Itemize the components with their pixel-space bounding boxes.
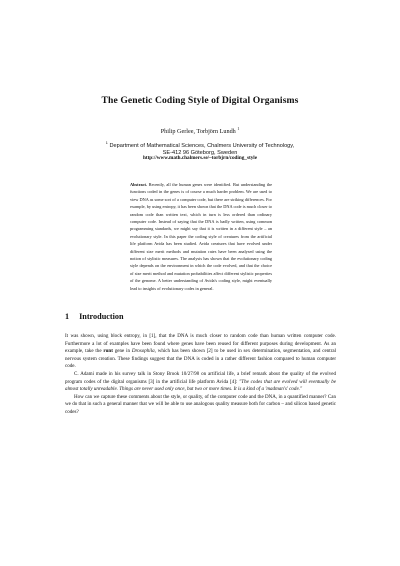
affiliation-line-1 <box>0 140 400 150</box>
affiliation-text-1: Department of Mathematical Sciences, Chalmers University of Technology, <box>109 142 295 149</box>
p1-runt: runt <box>103 348 113 355</box>
abstract-label: Abstract. <box>130 182 148 187</box>
body-text <box>65 333 336 417</box>
author-names: Philip Gerlee, Torbjörn Lundh <box>160 128 236 136</box>
paragraph-2 <box>65 371 336 394</box>
section-heading <box>65 312 124 321</box>
p1-text-b: gene in <box>112 348 132 355</box>
p1-text-c: , which has been shown [2] to be used in sex determination, segmentation, and central nervous system creation. These findings suggest that the DNA is coded in a rather different fashion compared to human computer code. <box>65 348 336 370</box>
abstract-text: Recently, all the human genes were identified. But understanding the functions coded in the genes is of course a much harder problem. We are used to view DNA as some sort of a computer code, but there are striking differences. For example, by using entropy, it has been shown that the DNA code is much closer to random code than written text, which in turn is less ordered than ordinary computer code. Instead of saying that the DNA is badly written, using common programming standards, we might say that it is written in a different style – an evolutionary style. In this paper the coding style of creatures from the artificial life platform Avida has been studied. Avida creatures that have evolved under different size merit methods and mutation rates have been analysed using the notion of stylistic measures. The analysis has shown that the evolutionary coding style depends on the environment in which the code evolved, and that the choice of size merit method and mutation probabilities affect different stylistic properties of the genome. A better understanding of Avida's coding style, might eventually lead to insights of evolutionary codes in general. <box>130 182 273 291</box>
p1-text-a: It was shown, using block entropy, in [1], that the DNA is much closer to random code than human written computer code. Furthermore a lot of examples have been found where genes have been reused for different purposes during development. As an example, take the <box>65 333 336 355</box>
author-footnote-mark: 1 <box>237 126 240 131</box>
paragraph-1 <box>65 333 336 371</box>
section-number: 1 <box>65 312 70 321</box>
paragraph-3: How can we capture these comments about the style, or quality, of the computer code and the DNA, in a quantified manner? Can we do that in such a general manner that we will be able to use analogous quality measure both for carbon – and silicon based genetic codes? <box>65 393 336 415</box>
p2-quote: "The codes that are evolved will eventually be almost totally unreadable. Things are never used only once, but two or more times. It is a kind of a 'madman's' code." <box>65 378 336 393</box>
p2-text: C. Adami made in his survey talk in Stony Brook 10/27/98 on artificial life, a brief remark about the quality of the evolved program codes of the digital organisms [3] in the artificial life platform Avida [4]: <box>65 370 336 385</box>
paper-title: The Genetic Coding Style of Digital Organisms <box>101 95 299 106</box>
affiliation-line-2: SE-412 96 Göteborg, Sweden <box>162 149 238 156</box>
affiliation-mark: 1 <box>105 141 108 145</box>
paper-authors <box>0 126 400 135</box>
p1-species: Drosophila <box>131 348 155 355</box>
paper-url[interactable]: http://www.math.chalmers.se/~torbjrn/coding_style <box>142 155 258 161</box>
abstract <box>130 181 272 292</box>
section-title: Introduction <box>79 312 124 321</box>
